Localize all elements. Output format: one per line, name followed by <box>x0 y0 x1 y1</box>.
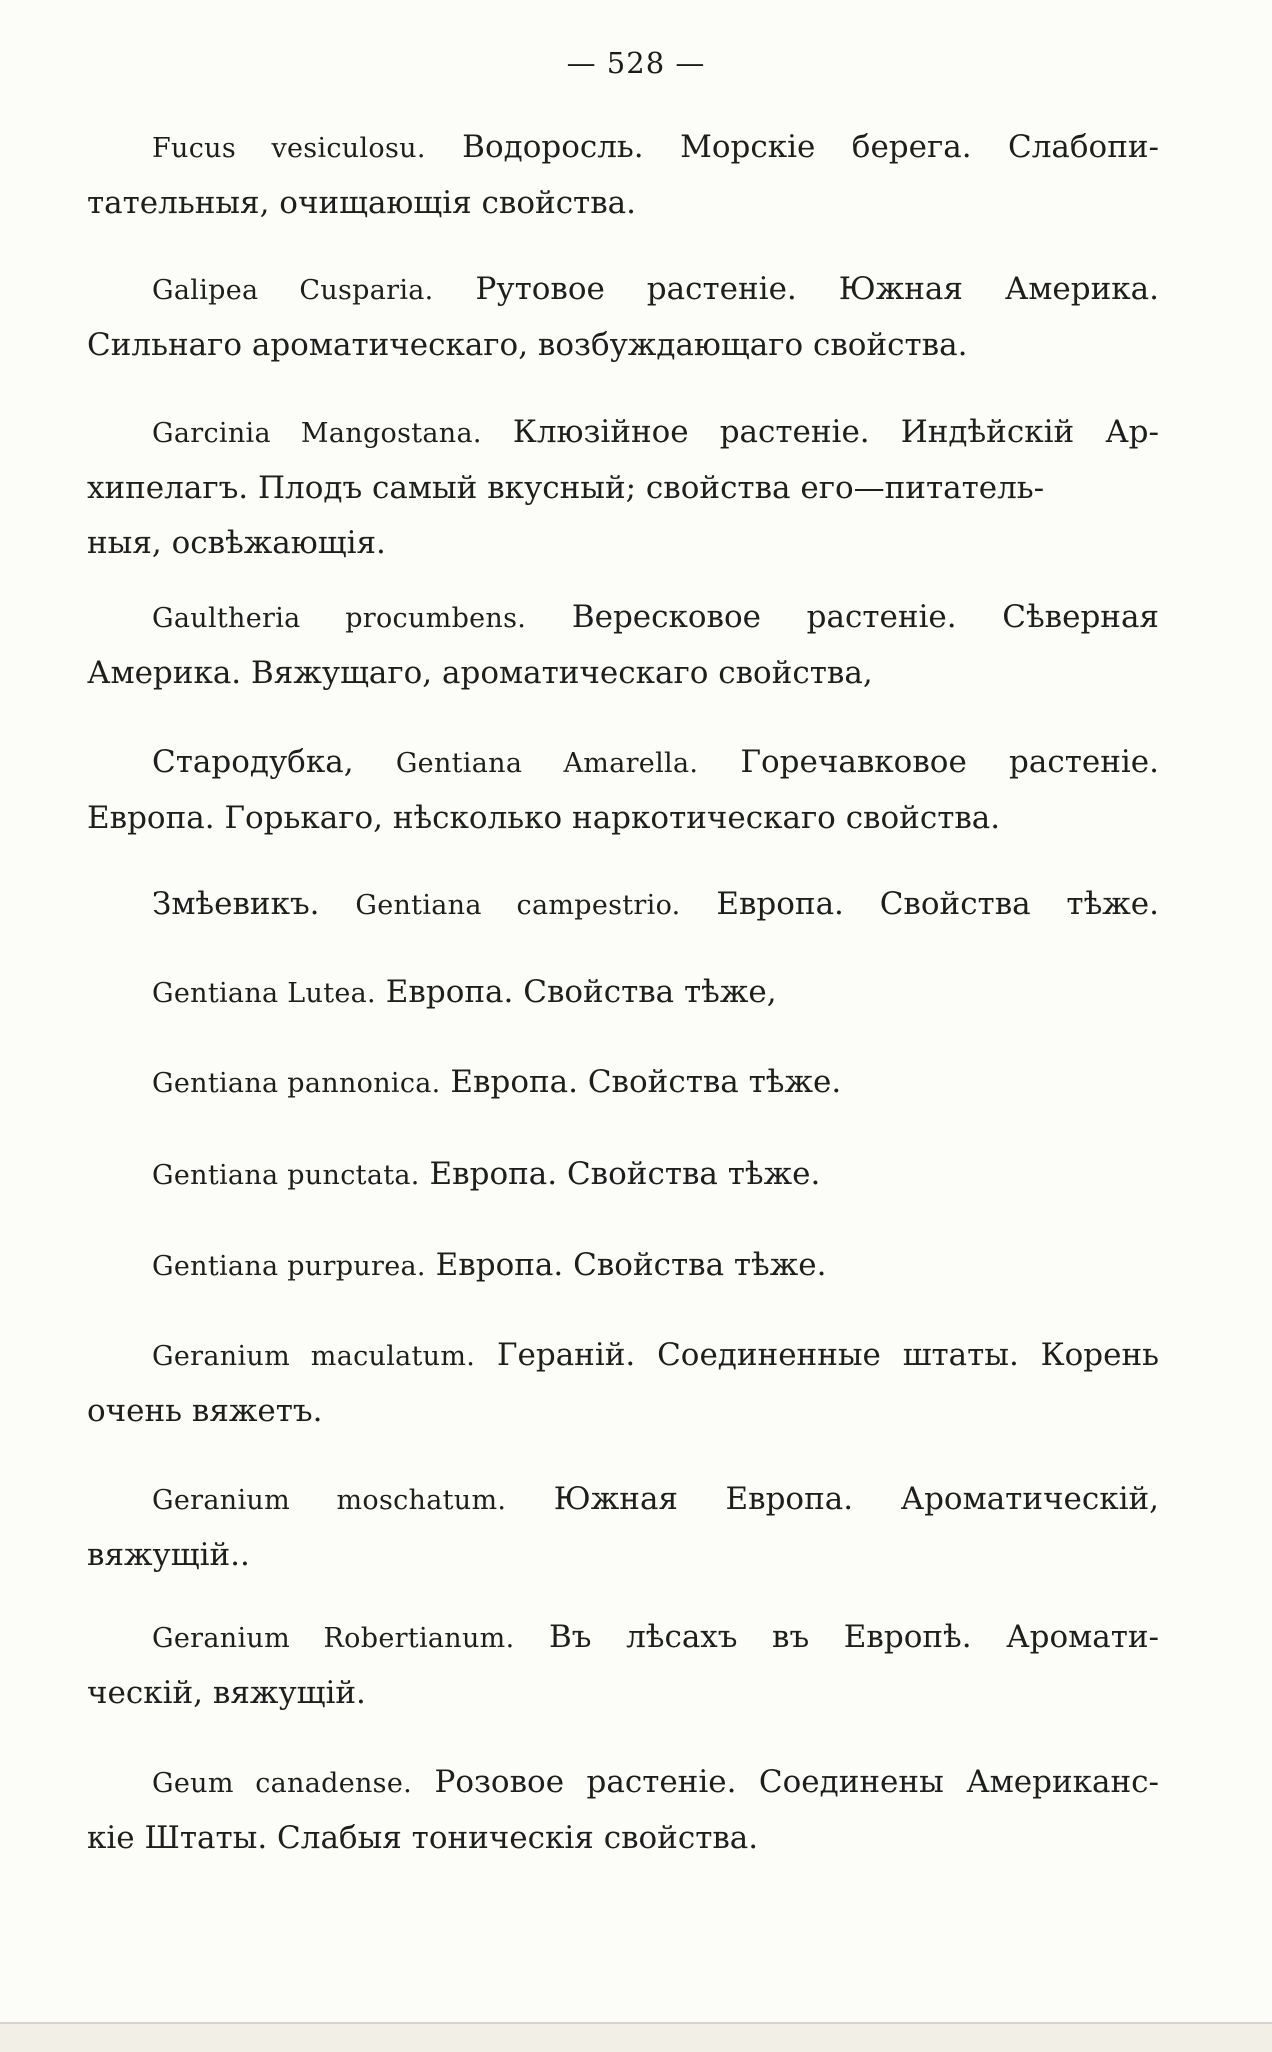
entry-text: Горечавковое растеніе. <box>740 744 1159 780</box>
entry-text: Европа. Свойства тѣже. <box>716 886 1159 922</box>
entry-galipea-cusparia <box>87 262 1159 373</box>
entry-geranium-robertianum <box>87 1610 1159 1721</box>
entry-line-2: кіе Штаты. Слабыя тоническія свойства. <box>87 1820 759 1856</box>
entry-gentiana-campestris <box>87 877 1159 933</box>
entry-line-1 <box>87 965 1159 1021</box>
entry-geranium-maculatum <box>87 1328 1159 1439</box>
latin-name: Geranium maculatum. <box>152 1341 476 1372</box>
entry-line-1 <box>87 1238 1159 1294</box>
page-bottom-edge <box>0 2022 1272 2052</box>
entry-text: Гераній. Соединенные штаты. Корень <box>496 1337 1160 1373</box>
latin-name: Gentiana purpurea. <box>152 1251 426 1282</box>
entry-gentiana-purpurea <box>87 1238 1159 1294</box>
entry-garcinia-mangostana <box>87 405 1159 571</box>
entry-gentiana-pannonica <box>87 1055 1159 1111</box>
entry-line-1 <box>87 877 1159 933</box>
entry-line-1 <box>87 1055 1159 1111</box>
russian-name: Змѣевикъ. <box>152 886 320 922</box>
entry-text: Южная Европа. Ароматическій, <box>553 1481 1159 1517</box>
entry-text: Европа. Свойства тѣже. <box>450 1064 842 1100</box>
entry-line-1 <box>87 405 1159 461</box>
entry-line-1 <box>87 1610 1159 1666</box>
entry-line-2: Америка. Вяжущаго, ароматическаго свойства, <box>87 655 873 691</box>
latin-name: Gentiana Amarella. <box>395 748 699 779</box>
entry-line-3: ныя, освѣжающія. <box>87 525 386 561</box>
entry-line-2: очень вяжетъ. <box>87 1393 323 1429</box>
entry-text: Розовое растеніе. Соединены Американс- <box>434 1764 1159 1800</box>
entry-line-2: хипелагъ. Плодъ самый вкусный; свойства его—питатель- <box>87 470 1045 506</box>
entry-line-1 <box>87 735 1159 791</box>
entry-text: Вересковое растеніе. Сѣверная <box>571 599 1159 635</box>
entry-line-2: Европа. Горькаго, нѣсколько наркотическаго свойства. <box>87 800 1001 836</box>
entry-line-1 <box>87 262 1159 318</box>
entry-geranium-moschatum <box>87 1472 1159 1583</box>
entry-line-2: ческій, вяжущій. <box>87 1675 366 1711</box>
entry-line-1 <box>87 590 1159 646</box>
entry-gentiana-amarella <box>87 735 1159 846</box>
entry-gentiana-lutea <box>87 965 1159 1021</box>
latin-name: Geranium Robertianum. <box>152 1623 515 1654</box>
entry-text: Въ лѣсахъ въ Европѣ. Аромати- <box>549 1619 1160 1655</box>
latin-name: Garcinia Mangostana. <box>152 418 482 449</box>
entry-text: Европа. Свойства тѣже. <box>429 1156 821 1192</box>
entry-gentiana-punctata <box>87 1147 1159 1203</box>
entry-line-1 <box>87 120 1159 176</box>
latin-name: Gentiana pannonica. <box>152 1068 441 1099</box>
entry-gaultheria-procumbens <box>87 590 1159 701</box>
entry-line-1 <box>87 1755 1159 1811</box>
entry-line-1 <box>87 1472 1159 1528</box>
entry-text: Рутовое растеніе. Южная Америка. <box>475 271 1159 307</box>
page-number: — 528 — <box>566 46 706 80</box>
entry-line-1 <box>87 1328 1159 1384</box>
latin-name: Fucus vesiculosu. <box>152 133 426 164</box>
latin-name: Gentiana campestrio. <box>355 890 681 921</box>
latin-name: Gaultheria procumbens. <box>152 603 527 634</box>
russian-name: Стародубка, <box>152 744 354 780</box>
entry-line-2: Сильнаго ароматическаго, возбуждающаго свойства. <box>87 327 968 363</box>
entry-text: Европа. Свойства тѣже, <box>385 974 777 1010</box>
latin-name: Geranium moschatum. <box>152 1485 507 1516</box>
latin-name: Gentiana Lutea. <box>152 978 376 1009</box>
entry-line-2: вяжущій.. <box>87 1537 250 1573</box>
entry-text: Водоросль. Морскіе берега. Слабопи- <box>462 129 1160 165</box>
latin-name: Gentiana punctata. <box>152 1160 420 1191</box>
entry-line-1 <box>87 1147 1159 1203</box>
latin-name: Geum canadense. <box>152 1768 413 1799</box>
entry-line-2: тательныя, очищающія свойства. <box>87 185 636 221</box>
entry-text: Европа. Свойства тѣже. <box>435 1247 827 1283</box>
entry-fucus-vesiculosus <box>87 120 1159 231</box>
latin-name: Galipea Cusparia. <box>152 275 434 306</box>
entry-geum-canadense <box>87 1755 1159 1866</box>
entry-text: Клюзійное растеніе. Индѣйскій Ар- <box>512 414 1159 450</box>
